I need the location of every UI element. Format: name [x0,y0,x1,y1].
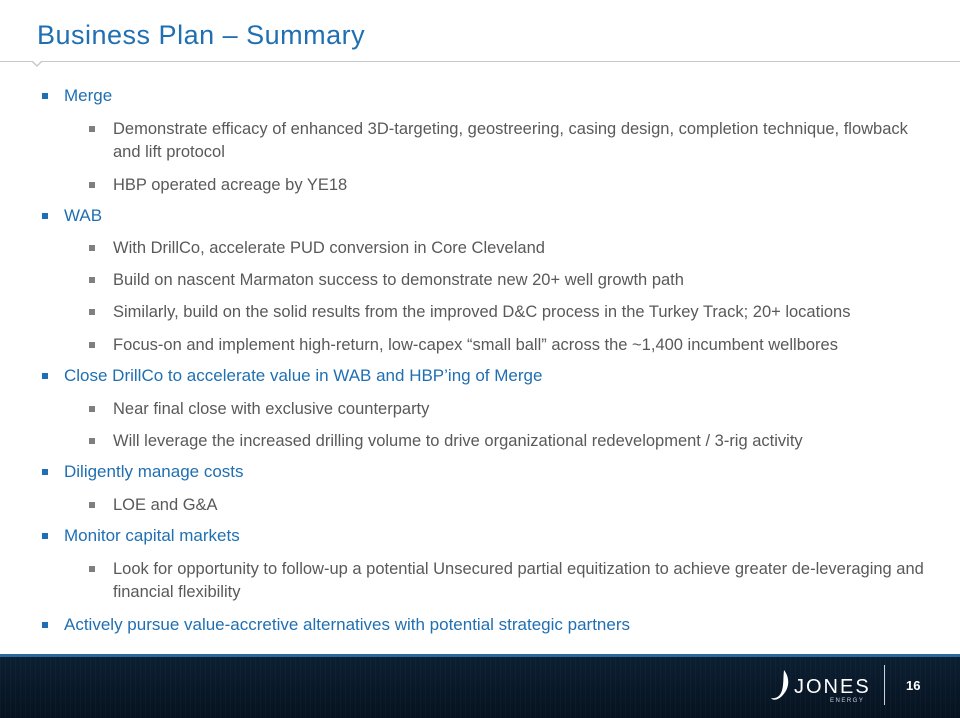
bullet-merge: Merge [64,86,113,105]
sub-bullet-marker [89,182,95,188]
sub-bullet-item: Look for opportunity to follow-up a potential Unsecured partial equitization to achieve greater de-leveraging and financial flexibility [113,560,924,601]
company-logo [770,668,880,708]
bullet-close-drillco: Close DrillCo to accelerate value in WAB and HBP’ing of Merge [64,366,543,385]
sub-bullet-item: Near final close with exclusive counterparty [113,400,430,418]
title-divider [0,61,960,62]
footer-divider [884,665,885,705]
sub-bullet-item: HBP operated acreage by YE18 [113,176,348,194]
bullet-marker [42,373,48,379]
sub-bullet-marker [89,245,95,251]
page-title: Business Plan – Summary [37,20,366,50]
sub-bullet-item: LOE and G&A [113,496,218,514]
sub-bullet-marker [89,342,95,348]
sub-bullet-item: Will leverage the increased drilling volume to drive organizational redevelopment / 3-rig activity [113,432,803,450]
sub-bullet-item: Focus-on and implement high-return, low-capex “small ball” across the ~1,400 incumbent wellbores [113,336,838,354]
bullet-marker [42,93,48,99]
sub-bullet-marker [89,126,95,132]
title-divider-notch [31,61,43,67]
sub-bullet-marker [89,277,95,283]
sub-bullet-item: With DrillCo, accelerate PUD conversion in Core Cleveland [113,239,545,257]
sub-bullet-item: Demonstrate efficacy of enhanced 3D-targeting, geostreering, casing design, completion technique, flowback and lift protocol [113,120,908,161]
sub-bullet-item: Build on nascent Marmaton success to demonstrate new 20+ well growth path [113,271,684,289]
logo-subtitle: ENERGY [830,698,865,704]
bullet-marker [42,213,48,219]
bullet-marker [42,622,48,628]
logo-name: JONES [794,676,871,698]
sub-bullet-item: Similarly, build on the solid results from the improved D&C process in the Turkey Track; 20+ locations [113,303,851,321]
sub-bullet-marker [89,566,95,572]
bullet-capital-markets: Monitor capital markets [64,526,240,545]
bullet-manage-costs: Diligently manage costs [64,462,244,481]
sub-bullet-marker [89,438,95,444]
bullet-strategic-alternatives: Actively pursue value-accretive alternatives with potential strategic partners [64,615,630,634]
jones-swirl-icon [770,668,792,704]
bullet-wab: WAB [64,206,103,225]
footer-accent-line [0,654,960,657]
sub-bullet-marker [89,502,95,508]
bullet-marker [42,533,48,539]
sub-bullet-marker [89,309,95,315]
bullet-marker [42,469,48,475]
sub-bullet-marker [89,406,95,412]
page-number: 16 [906,678,921,693]
